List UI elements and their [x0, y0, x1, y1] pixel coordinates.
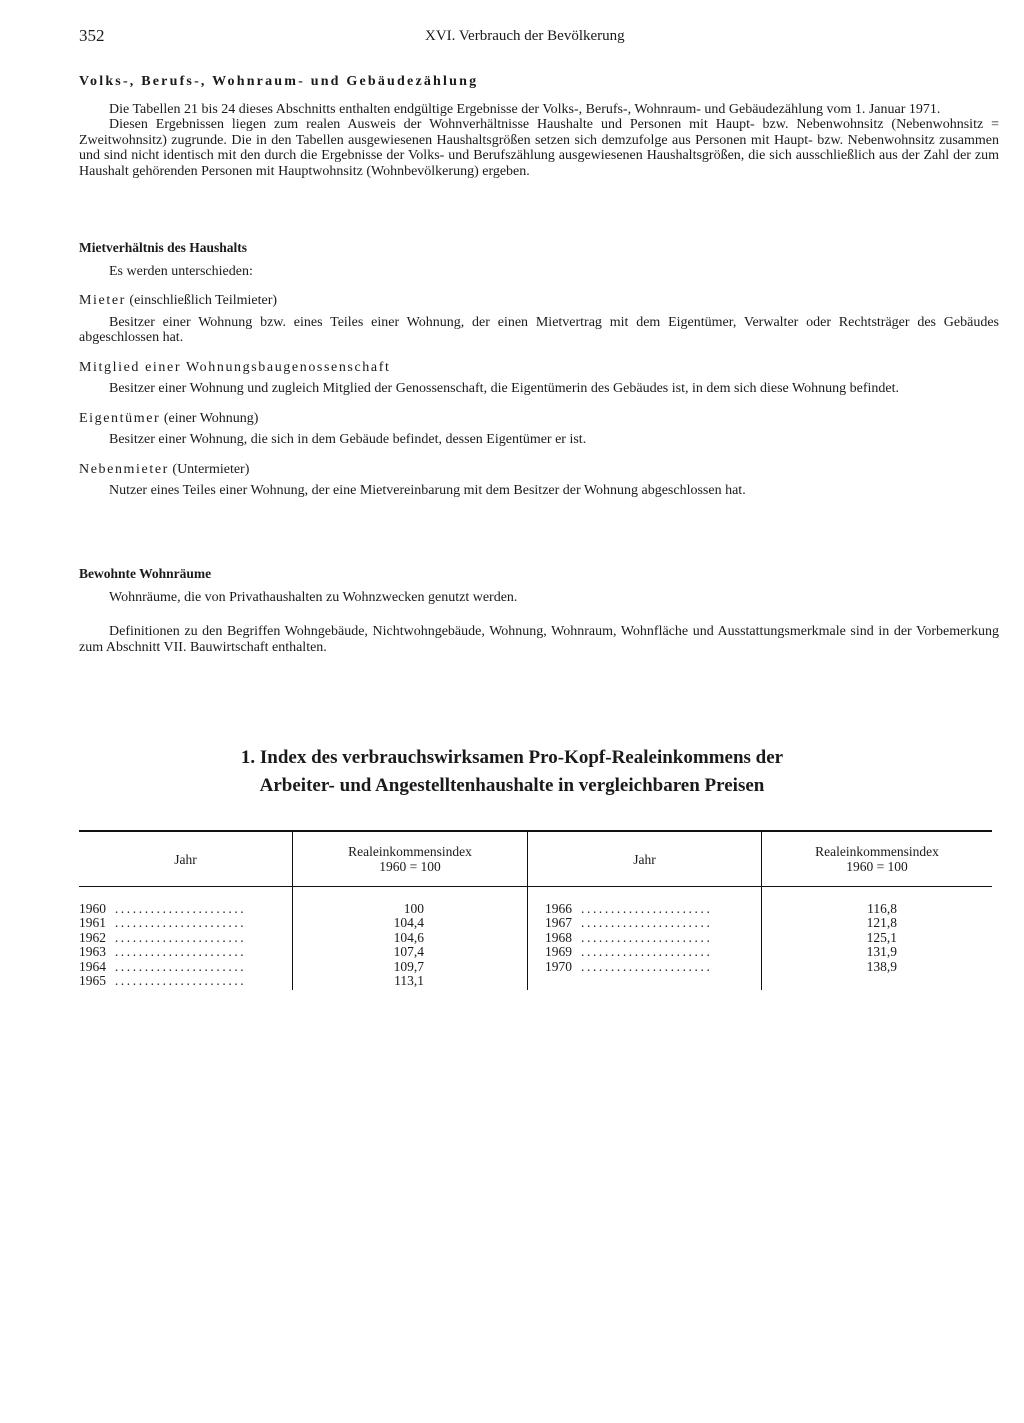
table-title	[0, 744, 1024, 800]
left-year-column	[79, 902, 284, 988]
definitions-note: Definitionen zu den Begriffen Wohngebäude, Nichtwohngebäude, Wohnung, Wohnraum, Wohnfläche und Ausstattungsmerkmale sind in der Vorbemerkung zum Abschnitt VII. Bauwirtschaft enthalten.	[79, 624, 999, 655]
tenancy-intro: Es werden unterschieden:	[109, 263, 253, 279]
term-definition: Nutzer eines Teiles einer Wohnung, der eine Mietvereinbarung mit dem Besitzer der Wohnung abgeschlossen hat.	[109, 483, 746, 498]
right-year-column	[545, 902, 755, 974]
leader-dots: ......................	[581, 959, 713, 974]
year-cell: 1965	[79, 972, 106, 988]
table-header-rule	[79, 886, 992, 887]
term-label: Eigentümer	[79, 410, 161, 426]
leader-dots: ......................	[114, 945, 247, 960]
value-cell: 121,8	[866, 915, 897, 931]
value-cell: 107,4	[393, 944, 424, 960]
tenancy-item	[79, 411, 999, 448]
table-row	[545, 902, 755, 916]
leader-dots: ......................	[114, 902, 247, 916]
year-cell: 1962	[79, 929, 106, 945]
value-cell: 100	[403, 901, 424, 916]
paragraph-households: Diesen Ergebnissen liegen zum realen Ausweis der Wohnverhältnisse Haushalte und Personen mit Haupt- bzw. Nebenwohnsitz (Nebenwohnsitz = Zweitwohnsitz) zugrunde. Die in den Tabellen ausgewiesenen Haushaltsgrößen setzen sich demzufolge aus Personen mit Haupt- bzw. Nebenwohnsitz zusammen und sind nicht identisch mit den durch die Ergebnisse der Volks- und Berufszählung ausgewiesenen Haushaltsgrößen, die sich ausschließlich aus der Zahl der zum Haushalt gehörenden Personen mit Hauptwohnsitz (Wohnbevölkerung) ergeben.	[79, 117, 999, 179]
year-cell: 1964	[79, 958, 106, 974]
header-index-base: 1960 = 100	[846, 859, 908, 874]
value-cell: 104,6	[393, 929, 424, 945]
header-index-left	[293, 844, 527, 874]
table-row	[545, 960, 755, 974]
leader-dots: ......................	[581, 945, 713, 960]
table-title-line-2: Arbeiter- und Angestelltenhaushalte in vergleichbaren Preisen	[259, 775, 765, 796]
header-year-right: Jahr	[633, 852, 656, 867]
year-cell: 1966	[545, 901, 572, 916]
tenancy-item	[79, 462, 999, 499]
term-definition: Besitzer einer Wohnung bzw. eines Teiles einer Wohnung, der einen Mietvertrag mit dem Eigentümer, Verwalter oder Rechtsträger des Gebäudes abgeschlossen hat.	[79, 314, 999, 345]
value-cell: 131,9	[866, 944, 897, 960]
right-value-column	[762, 902, 897, 974]
leader-dots: ......................	[581, 916, 713, 931]
term-note: (Untermieter)	[172, 461, 250, 477]
term-label: Nebenmieter	[79, 461, 169, 477]
year-cell: 1969	[545, 944, 572, 960]
leader-dots: ......................	[114, 973, 247, 988]
rooms-heading: Bewohnte Wohnräume	[79, 566, 212, 581]
header-index-label: Realeinkommensindex	[815, 844, 939, 859]
value-cell: 104,4	[393, 915, 424, 931]
term-label: Mitglied einer Wohnungsbaugenossenschaft	[79, 359, 391, 375]
table-row	[79, 931, 284, 945]
tenancy-heading: Mietverhältnis des Haushalts	[79, 240, 248, 255]
table-row	[545, 916, 755, 930]
term-note: (einschließlich Teilmieter)	[129, 293, 278, 308]
census-section	[79, 74, 999, 179]
term-note: (einer Wohnung)	[163, 410, 259, 426]
tenancy-item	[79, 360, 999, 397]
term-definition: Besitzer einer Wohnung und zugleich Mitglied der Genossenschaft, die Eigentümerin des Gebäudes ist, in dem sich diese Wohnung befindet.	[109, 381, 899, 396]
leader-dots: ......................	[114, 916, 247, 931]
page-number: 352	[79, 26, 105, 45]
rooms-definition: Wohnräume, die von Privathaushalten zu Wohnzwecken genutzt werden.	[109, 589, 518, 605]
value-cell: 138,9	[866, 958, 897, 974]
table-row	[79, 974, 284, 988]
year-cell: 1967	[545, 915, 572, 931]
value-cell: 113,1	[394, 972, 424, 988]
rooms-section	[79, 566, 999, 655]
table-row	[79, 945, 284, 959]
leader-dots: ......................	[114, 959, 247, 974]
header-index-base: 1960 = 100	[379, 859, 441, 874]
table-title-line-1: 1. Index des verbrauchswirksamen Pro-Kopf-Realeinkommens der	[240, 747, 784, 768]
left-value-column	[293, 902, 424, 988]
leader-dots: ......................	[581, 930, 713, 945]
tenancy-item	[79, 293, 999, 346]
table-row	[545, 945, 755, 959]
year-cell: 1960	[79, 901, 106, 916]
year-cell: 1963	[79, 944, 106, 960]
table-top-rule	[79, 830, 992, 832]
table-row	[79, 902, 284, 916]
paragraph-intro: Die Tabellen 21 bis 24 dieses Abschnitts enthalten endgültige Ergebnisse der Volks-, Berufs-, Wohnraum- und Gebäudezählung vom 1. Januar 1971.	[109, 101, 941, 117]
running-title: XVI. Verbrauch der Bevölkerung	[425, 28, 625, 44]
leader-dots: ......................	[114, 930, 247, 945]
tenancy-section	[79, 240, 999, 499]
section-heading: Volks-, Berufs-, Wohnraum- und Gebäudezählung	[79, 74, 479, 89]
value-cell: 125,1	[866, 929, 897, 945]
year-cell: 1961	[79, 915, 106, 931]
value-cell: 116,8	[867, 901, 897, 916]
year-cell: 1970	[545, 958, 572, 974]
value-cell: 109,7	[393, 958, 424, 974]
term-definition: Besitzer einer Wohnung, die sich in dem Gebäude befindet, dessen Eigentümer er ist.	[109, 432, 587, 447]
term-label: Mieter	[79, 293, 126, 308]
income-index-table	[79, 830, 992, 990]
leader-dots: ......................	[581, 902, 713, 916]
header-index-label: Realeinkommensindex	[348, 844, 472, 859]
table-row	[79, 960, 284, 974]
table-row	[545, 931, 755, 945]
header-year-left: Jahr	[174, 852, 197, 867]
year-cell: 1968	[545, 929, 572, 945]
table-row	[79, 916, 284, 930]
header-index-right	[762, 844, 992, 874]
